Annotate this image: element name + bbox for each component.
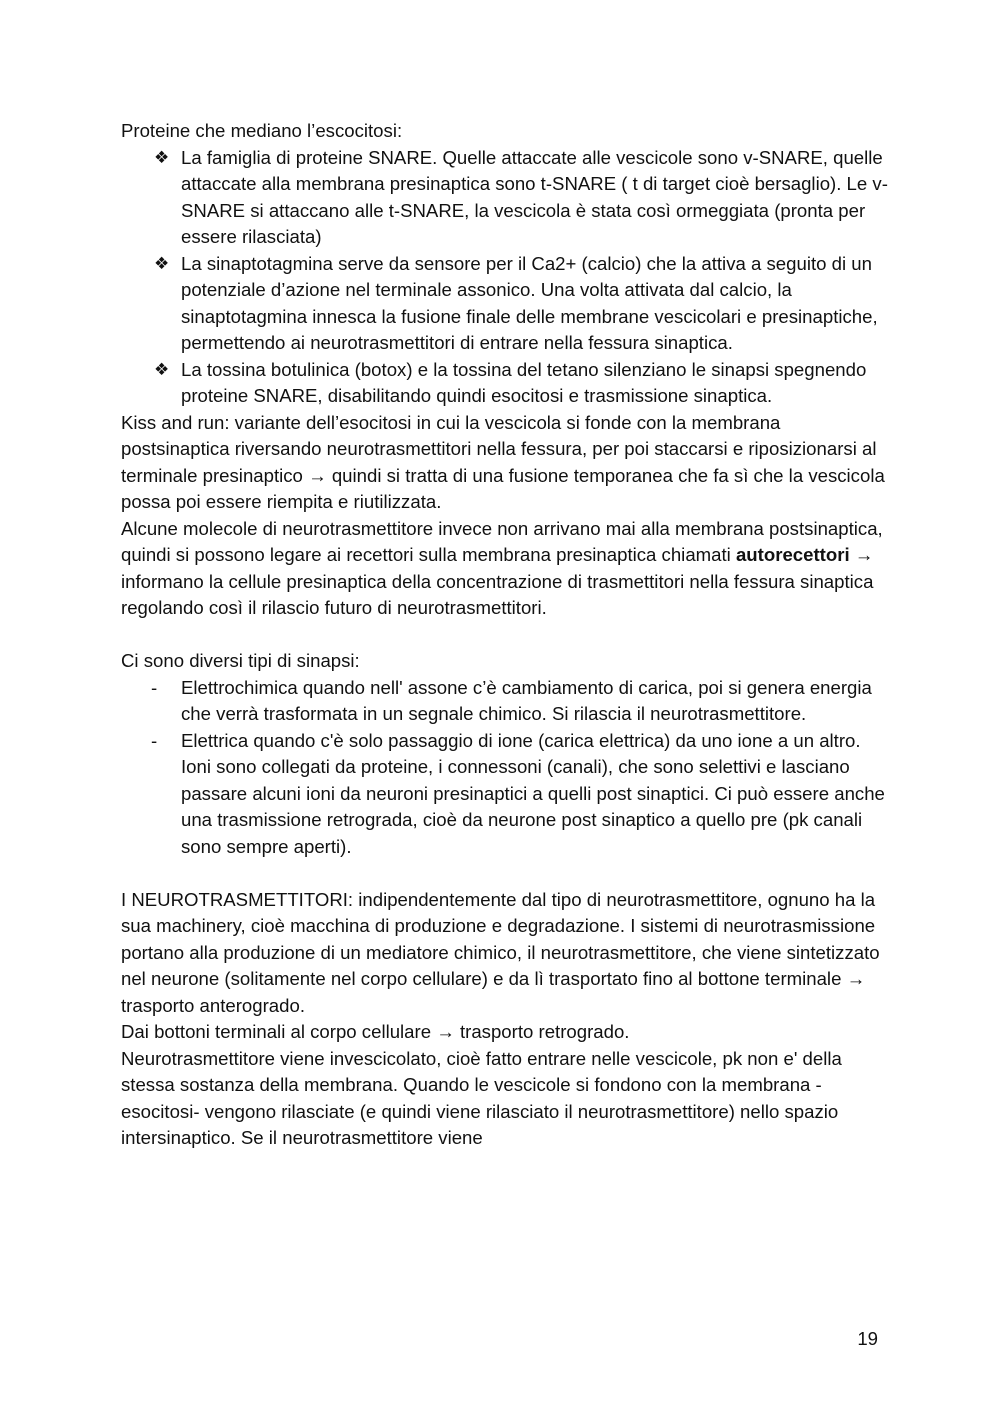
list-item-text: La famiglia di proteine SNARE. Quelle attaccate alle vescicole sono v-SNARE, quelle attaccate alla membrana presinaptica sono t-SNARE ( t di target cioè bersaglio). Le v-SNARE si attaccano alle t-SNARE, la vescicola è stata così ormeggiata (pronta per essere rilasciata) xyxy=(181,146,888,247)
autoreceptors-paragraph xyxy=(121,516,891,622)
diamond-bullet-icon: ❖ xyxy=(154,253,170,274)
dash-bullet-icon: - xyxy=(151,729,158,751)
section-heading-exocytosis-proteins: Proteine che mediano l’escocitosi: xyxy=(121,120,403,141)
page-body xyxy=(121,118,891,1152)
blank-line xyxy=(121,860,891,887)
page-number: 19 xyxy=(857,1328,878,1349)
autoreceptors-text-after: → informano la cellule presinaptica della concentrazione di trasmettitori nella fessura sinaptica regolando così il rilascio futuro di neurotrasmettitori. xyxy=(121,544,874,618)
diamond-bullet-icon: ❖ xyxy=(154,359,170,380)
synapse-type-list xyxy=(121,675,891,861)
list-item-text: Elettrochimica quando nell' assone c’è cambiamento di carica, poi si genera energia che verrà trasformata in un segnale chimico. Si rilascia il neurotrasmettitore. xyxy=(181,676,872,724)
autoreceptors-term: autorecettori xyxy=(735,544,850,565)
list-item xyxy=(121,675,891,728)
autoreceptors-text-before: Alcune molecole di neurotrasmettitore invece non arrivano mai alla membrana postsinaptica, quindi si possono legare ai recettori sulla membrana presinaptica chiamati xyxy=(121,517,883,565)
kiss-and-run-paragraph: Kiss and run: variante dell’esocitosi in cui la vescicola si fonde con la membrana postsinaptica riversando neurotrasmettitori nella fessura, per poi staccarsi e riposizionarsi al terminale presinaptico → quindi si tratta di una fusione temporanea che fa sì che la vescicola possa poi essere riempita e riutilizzata. xyxy=(121,411,885,512)
list-item xyxy=(121,145,891,251)
section-heading-synapse-types: Ci sono diversi tipi di sinapsi: xyxy=(121,650,360,671)
list-item-text: Elettrica quando c'è solo passaggio di ione (carica elettrica) da uno ione a un altro. Ioni sono collegati da proteine, i connessoni (canali), che sono selettivi e lasciano passare alcuni ioni da neuroni presinaptici a quelli post sinaptici. Ci può essere anche una trasmissione retrograda, cioè da neurone post sinaptico a quello pre (pk canali sono sempre aperti). xyxy=(181,729,885,857)
vesicle-paragraph: Neurotrasmettitore viene invescicolato, cioè fatto entrare nelle vescicole, pk non e' della stessa sostanza della membrana. Quando le vescicole si fondono con la membrana -esocitosi- vengono rilasciate (e quindi viene rilasciato il neurotrasmettitore) nello spazio intersinaptico. Se il neurotrasmettitore viene xyxy=(121,1047,842,1148)
list-item-text: La sinaptotagmina serve da sensore per il Ca2+ (calcio) che la attiva a seguito di un potenziale d’azione nel terminale assonico. Una volta attivata dal calcio, la sinaptotagmina innesca la fusione finale delle membrane vescicolari e presinaptiche, permettendo ai neurotrasmettitori di entrare nella fessura sinaptica. xyxy=(181,252,878,353)
list-item xyxy=(121,251,891,357)
list-item-text: La tossina botulinica (botox) e la tossina del tetano silenziano le sinapsi spegnendo proteine SNARE, disabilitando quindi esocitosi e trasmissione sinaptica. xyxy=(181,358,867,406)
list-item xyxy=(121,357,891,410)
diamond-bullet-icon: ❖ xyxy=(154,147,170,168)
blank-line xyxy=(121,622,891,649)
dash-bullet-icon: - xyxy=(151,676,158,698)
neurotransmitters-paragraph: I NEUROTRASMETTITORI: indipendentemente dal tipo di neurotrasmettitore, ognuno ha la sua machinery, cioè macchina di produzione e degradazione. I sistemi di neurotrasmissione portano alla produzione di un mediatore chimico, il neurotrasmettitore, che viene sintetizzato nel neurone (solitamente nel corpo cellulare) e da lì trasportato fino al bottone terminale → trasporto anterogrado. xyxy=(121,888,880,1016)
list-item xyxy=(121,728,891,861)
exocytosis-protein-list xyxy=(121,145,891,410)
retrograde-transport-line: Dai bottoni terminali al corpo cellulare → trasporto retrogrado. xyxy=(121,1021,630,1042)
